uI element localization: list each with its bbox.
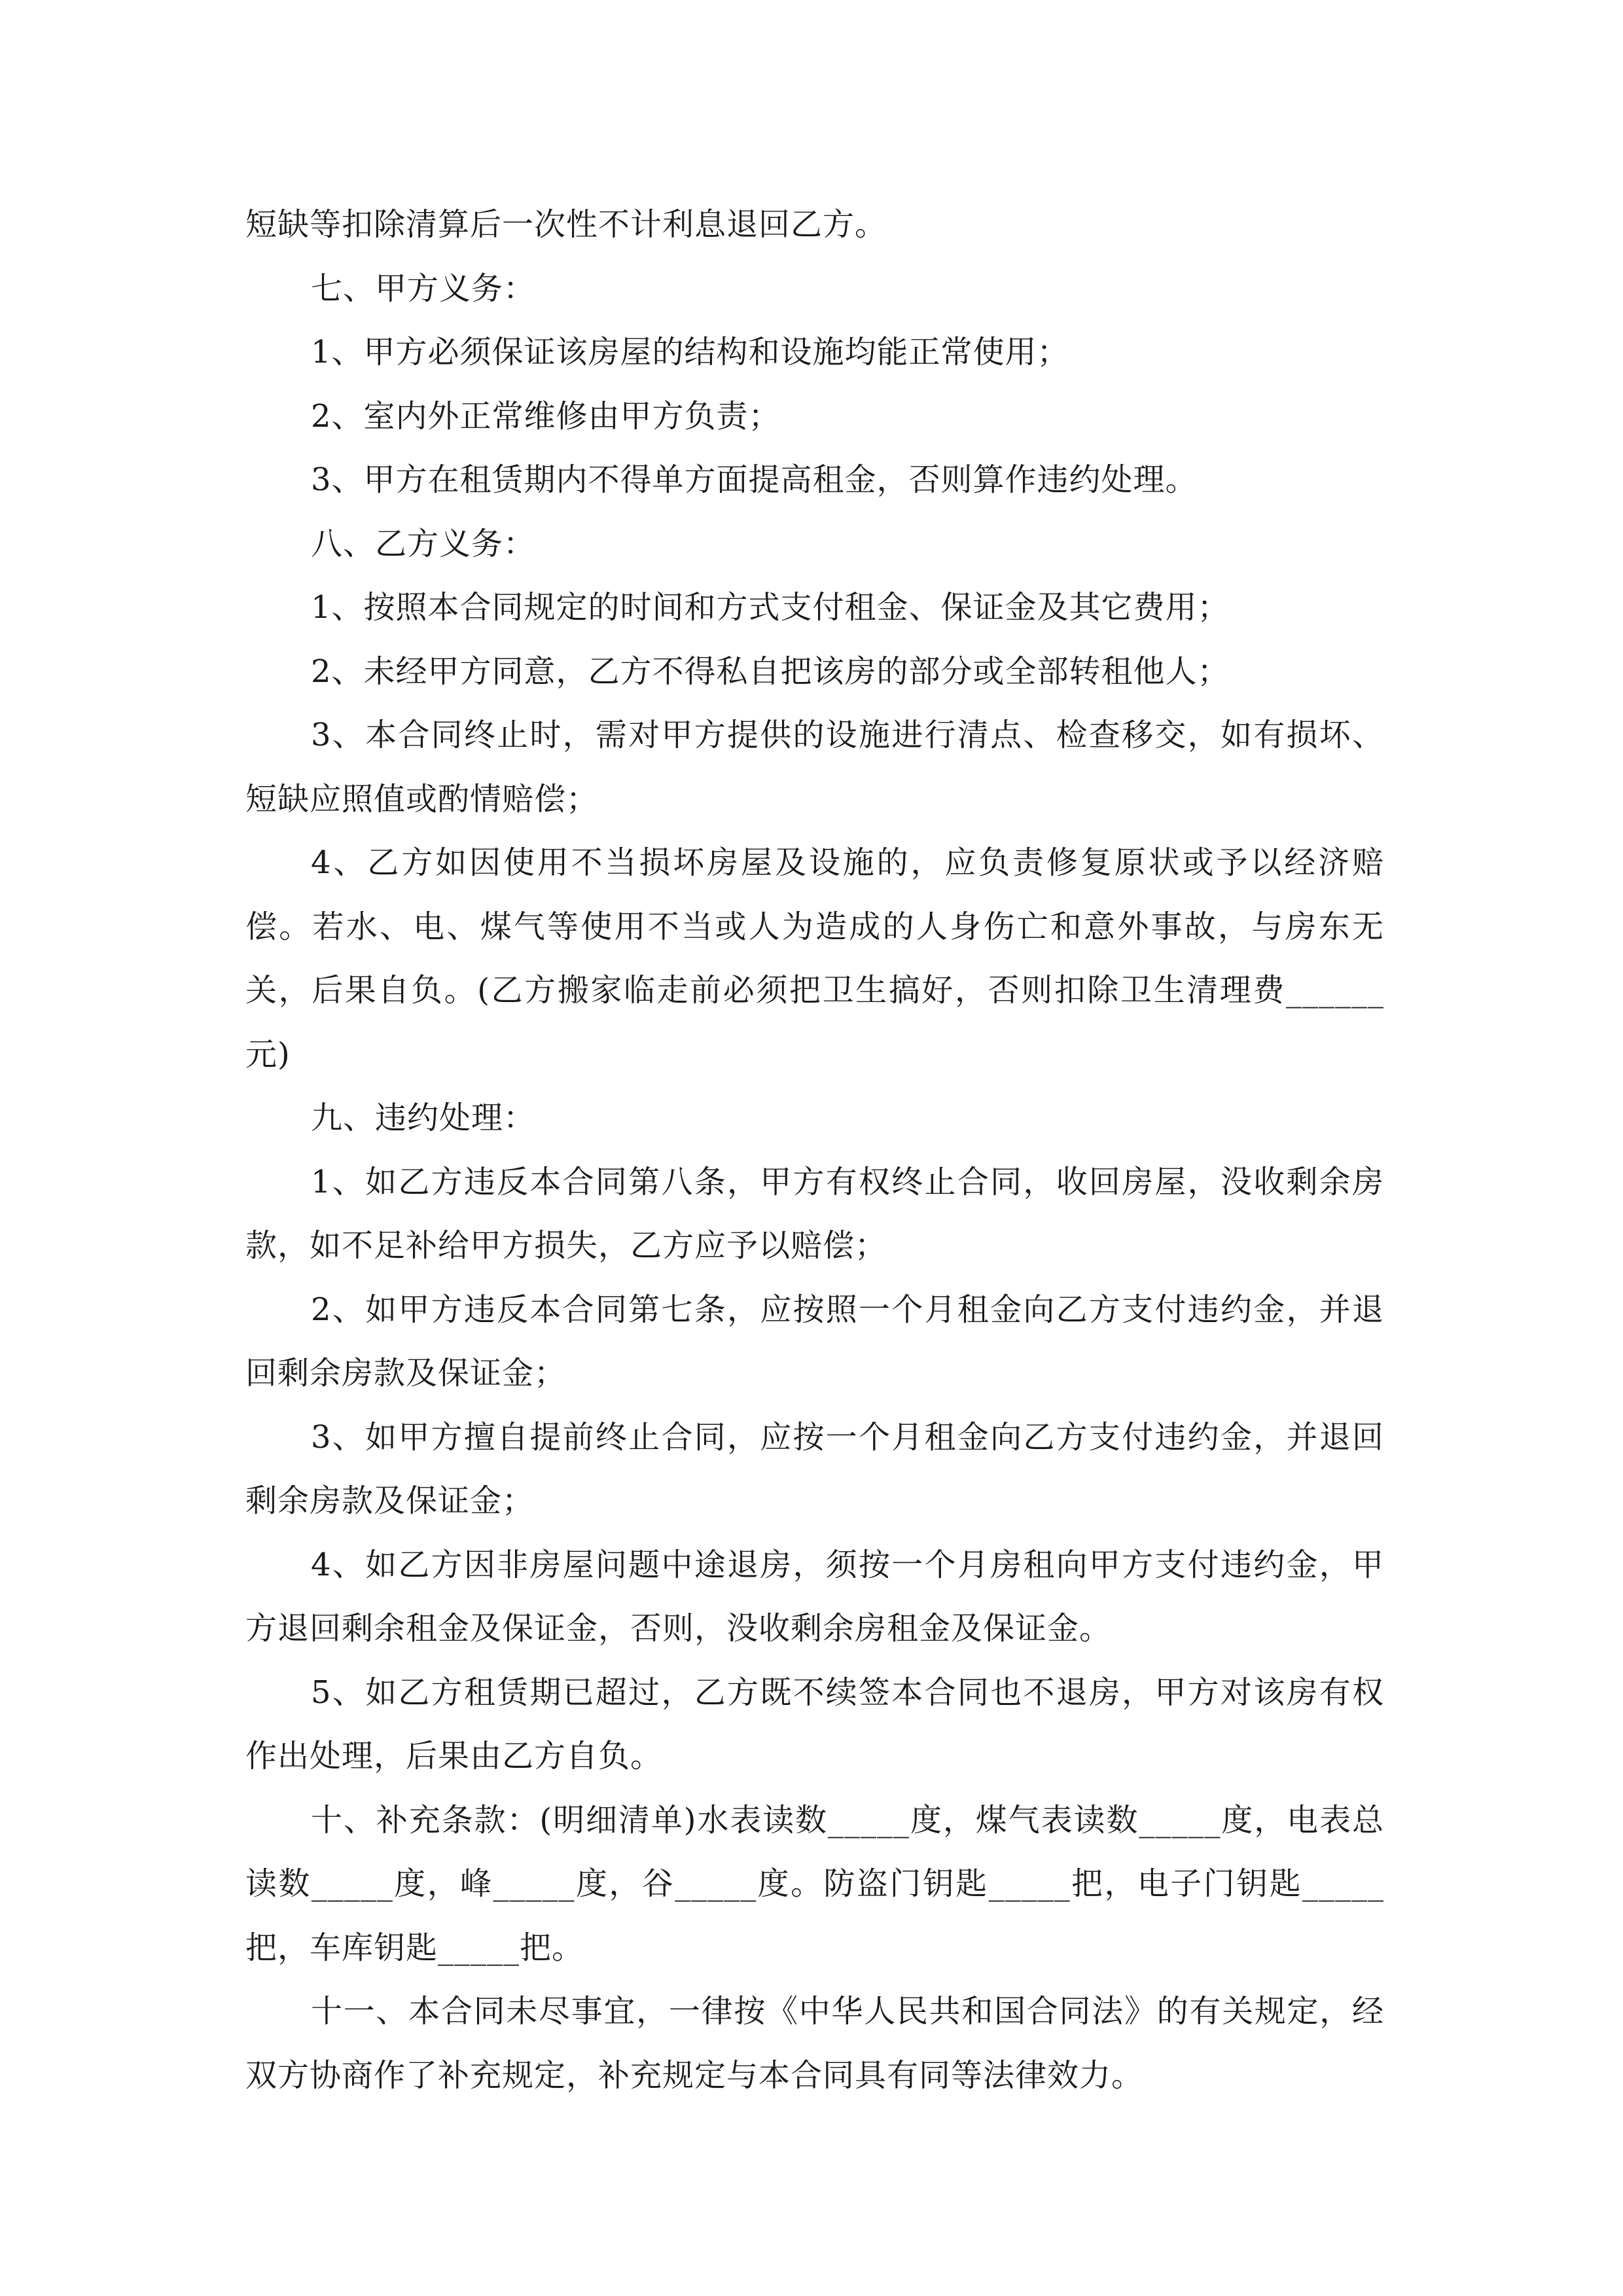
- clause-8-1: 1、按照本合同规定的时间和方式支付租金、保证金及其它费用；: [311, 589, 1230, 626]
- clause-8-3: 3、本合同终止时，需对甲方提供的设施进行清点、检查移交，如有损坏、短缺应照值或酌情赔偿；: [245, 717, 1384, 817]
- clause-9-4: 4、如乙方因非房屋问题中途退房，须按一个月房租向甲方支付违约金，甲方退回剩余租金及保证金，否则，没收剩余房租金及保证金。: [245, 1546, 1384, 1647]
- section-heading-party-a-obligations: 七、甲方义务：: [311, 270, 536, 307]
- clause-9-3: 3、如甲方擅自提前终止合同，应按一个月租金向乙方支付违约金，并退回剩余房款及保证金；: [245, 1418, 1384, 1519]
- clause-7-2: 2、室内外正常维修由甲方负责；: [311, 397, 781, 435]
- clause-8-4: 4、乙方如因使用不当损坏房屋及设施的，应负责修复原状或予以经济赔偿。若水、电、煤气等使用不当或人为造成的人身伤亡和意外事故，与房东无关，后果自负。(乙方搬家临走前必须把卫生搞好，否则扣除卫生清理费______元): [245, 844, 1384, 1073]
- clause-8-2: 2、未经甲方同意，乙方不得私自把该房的部分或全部转租他人；: [311, 653, 1230, 690]
- section-heading-breach: 九、违约处理：: [311, 1100, 536, 1136]
- document-body: [245, 193, 1384, 2108]
- clause-9-2: 2、如甲方违反本合同第七条，应按照一个月租金向乙方支付违约金，并退回剩余房款及保证金；: [245, 1291, 1384, 1391]
- clause-9-5: 5、如乙方租赁期已超过，乙方既不续签本合同也不退房，甲方对该房有权作出处理，后果由乙方自负。: [245, 1674, 1384, 1774]
- section-heading-party-b-obligations: 八、乙方义务：: [311, 525, 536, 562]
- section-supplementary-terms: 十、补充条款：(明细清单)水表读数_____度，煤气表读数_____度，电表总读数_____度，峰_____度，谷_____度。防盗门钥匙_____把，电子门钥匙_____把，车库钥匙_____把。: [245, 1801, 1384, 1966]
- section-eleven: 十一、本合同未尽事宜，一律按《中华人民共和国合同法》的有关规定，经双方协商作了补充规定，补充规定与本合同具有同等法律效力。: [245, 1993, 1384, 2094]
- paragraph-continuation: 短缺等扣除清算后一次性不计利息退回乙方。: [245, 206, 887, 243]
- clause-9-1: 1、如乙方违反本合同第八条，甲方有权终止合同，收回房屋，没收剩余房款，如不足补给甲方损失，乙方应予以赔偿；: [245, 1163, 1384, 1264]
- clause-7-3: 3、甲方在租赁期内不得单方面提高租金，否则算作违约处理。: [311, 461, 1198, 498]
- clause-7-1: 1、甲方必须保证该房屋的结构和设施均能正常使用；: [311, 334, 1069, 370]
